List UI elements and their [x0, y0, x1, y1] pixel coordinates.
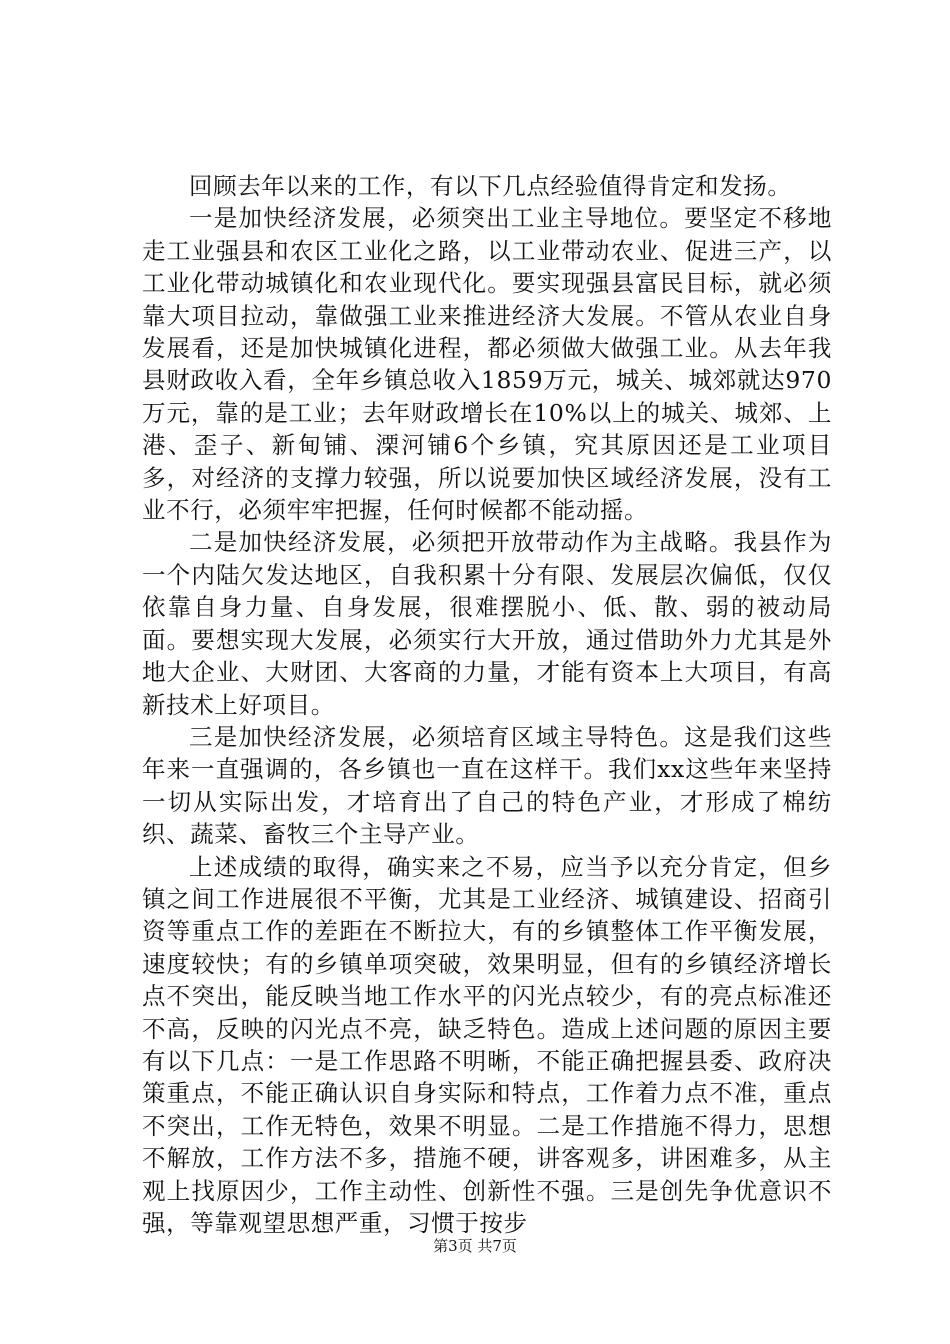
- paragraph-opening-up: 二是加快经济发展，必须把开放带动作为主战略。我县作为一个内陆欠发达地区，自我积累十分有限、发展层次偏低，仅仅依靠自身力量、自身发展，很难摆脱小、低、散、弱的被动局面。要想实现大发展，必须实行大开放，通过借助外力尤其是外地大企业、大财团、大客商的力量，才能有资本上大项目，有高新技术上好项目。: [142, 528, 832, 719]
- document-body: [142, 170, 832, 1239]
- paragraph-review-intro: 回顾去年以来的工作，有以下几点经验值得肯定和发扬。: [189, 172, 792, 200]
- paragraph-industry: 一是加快经济发展，必须突出工业主导地位。要坚定不移地走工业强县和农区工业化之路，以工业带动农业、促进三产，以工业化带动城镇化和农业现代化。要实现强县富民目标，就必须靠大项目拉动，靠做强工业来推进经济大发展。不管从农业自身发展看，还是加快城镇化进程，都必须做大做强工业。从去年我县财政收入看，全年乡镇总收入1859万元，城关、城郊就达970万元，靠的是工业；去年财政增长在10%以上的城关、城郊、上港、歪子、新甸铺、溧河铺6个乡镇，究其原因还是工业项目多，对经济的支撑力较强，所以说要加快区域经济发展，没有工业不行，必须牢牢把握，任何时候都不能动摇。: [142, 204, 832, 525]
- paragraph-regional-features: 三是加快经济发展，必须培育区域主导特色。这是我们这些年来一直强调的，各乡镇也一直在这样干。我们xx这些年来坚持一切从实际出发，才培育出了自己的特色产业，才形成了棉纺织、蔬菜、畜牧三个主导产业。: [142, 722, 832, 849]
- page-number-footer: 第3页 共7页: [433, 1237, 517, 1255]
- paragraph-problems: 上述成绩的取得，确实来之不易，应当予以充分肯定，但乡镇之间工作进展很不平衡，尤其是工业经济、城镇建设、招商引资等重点工作的差距在不断拉大，有的乡镇整体工作平衡发展，速度较快；有的乡镇单项突破，效果明显，但有的乡镇经济增长点不突出，能反映当地工作水平的闪光点较少，有的亮点标准还不高，反映的闪光点不亮，缺乏特色。造成上述问题的原因主要有以下几点：一是工作思路不明晰，不能正确把握县委、政府决策重点，不能正确认识自身实际和特点，工作着力点不准，重点不突出，工作无特色，效果不明显。二是工作措施不得力，思想不解放，工作方法不多，措施不硬，讲客观多，讲困难多，从主观上找原因少，工作主动性、创新性不强。三是创先争优意识不强，等靠观望思想严重，习惯于按步: [142, 852, 832, 1237]
